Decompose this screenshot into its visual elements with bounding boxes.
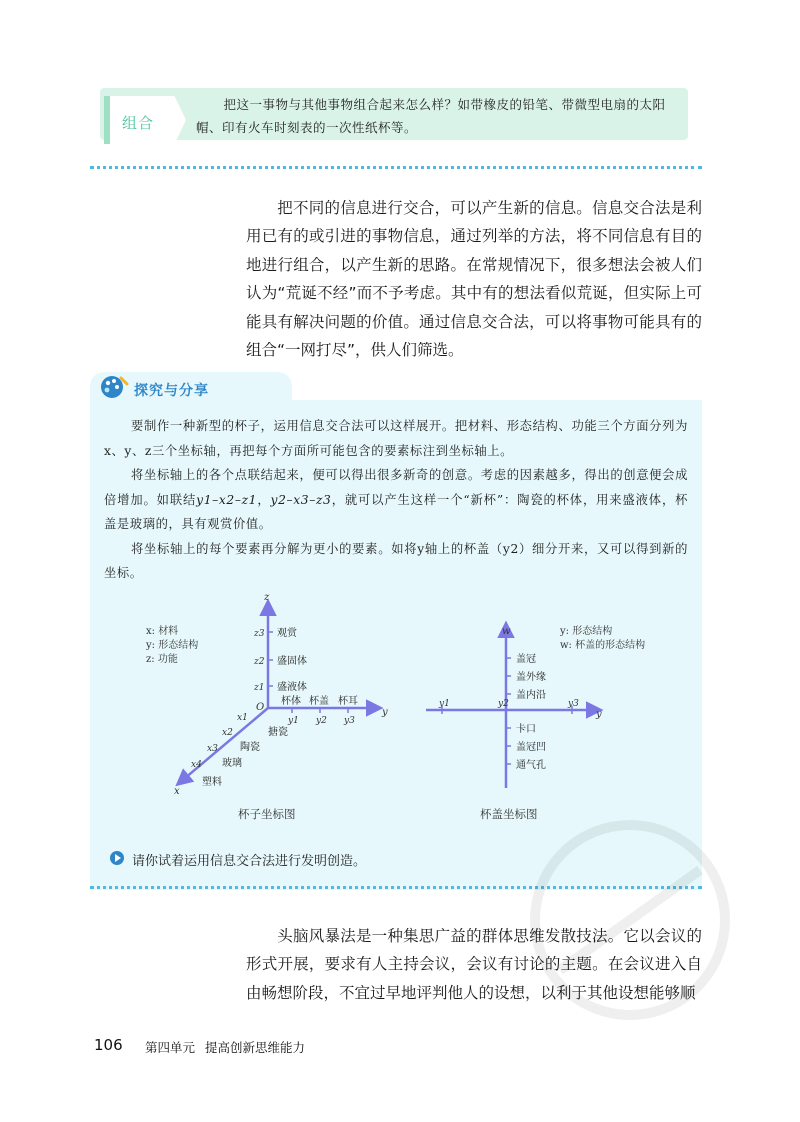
cup-z2-tick: z2: [254, 657, 265, 667]
lid-y1-tick: y1: [439, 699, 450, 709]
cup-y3-label: 杯耳: [338, 696, 358, 707]
lid-legend-y: y: 形态结构: [560, 626, 613, 637]
cup-z2-label: 盛固体: [277, 656, 307, 667]
lid-w-lower-1: 卡口: [516, 724, 536, 735]
tip-text: 把这一事物与其他事物组合起来怎么样？如带橡皮的铅笔、带微型电扇的太阳帽、印有火车时刻表的一次性纸杯等。: [196, 97, 666, 135]
divider-top: [90, 166, 702, 169]
cup-axis-x-label: x: [174, 786, 180, 797]
lid-w-lower-3: 通气孔: [516, 760, 546, 771]
p2-link1: y1–x2–z1: [196, 492, 258, 507]
p2-link2: y2–x3–z3: [270, 492, 332, 507]
cup-x1-label: 搪瓷: [268, 727, 288, 738]
explore-paragraph-3: 将坐标轴上的每个要素再分解为更小的要素。如将y轴上的杯盖（y2）细分开来，又可以得到新的坐标。: [104, 541, 688, 580]
cup-z1-label: 盛液体: [277, 682, 307, 693]
cup-z1-tick: z1: [254, 683, 265, 693]
closing-paragraph-text: 头脑风暴法是一种集思广益的群体思维发散技法。它以会议的形式开展，要求有人主持会议，会议有讨论的主题。在会议进入自由畅想阶段，不宜过早地评判他人的设想，以利于其他设想能够顺: [246, 927, 702, 1002]
lid-y3-tick: y3: [568, 699, 579, 709]
page-number: 106: [94, 1036, 123, 1054]
closing-paragraph: [246, 922, 702, 1007]
diagram-area: [90, 588, 702, 810]
cup-x4-label: 塑料: [202, 777, 222, 788]
cup-legend-z: z: 功能: [146, 654, 178, 665]
tip-label: 组合: [122, 114, 155, 132]
p2-mid: ，: [257, 492, 271, 507]
cup-x2-tick: x2: [222, 728, 233, 738]
lid-w-upper-2: 盖外缘: [516, 672, 546, 683]
lid-axis-w-label: w: [502, 626, 511, 637]
footer-unit: [145, 1038, 305, 1056]
footer-unit-title: 提高创新思维能力: [205, 1040, 306, 1055]
cup-coordinate-diagram: [145, 592, 388, 797]
lid-w-lower-2: 盖冠凹: [516, 742, 546, 753]
p2-after: ，就可以产生这样一个“新杯”：陶瓷的杯体，用来盛液体，杯盖是玻璃的，具有观赏价值。: [104, 492, 689, 531]
cup-x1-tick: x1: [237, 713, 248, 723]
cup-x4-tick: x4: [191, 760, 202, 770]
cup-y-points: [281, 694, 358, 726]
play-arrow-icon: [110, 851, 124, 865]
cup-diagram-caption: 杯子坐标图: [238, 807, 296, 821]
cup-y2-label: 杯盖: [309, 696, 329, 707]
cup-y3-tick: y3: [344, 716, 355, 726]
palette-icon: [97, 374, 129, 400]
cup-origin-label: O: [256, 702, 265, 713]
task-prompt: 请你试着运用信息交合法进行发明创造。: [132, 854, 367, 869]
intro-paragraph-text: 把不同的信息进行交合，可以产生新的信息。信息交合法是利用已有的或引进的事物信息，通过列举的方法，将不同信息有目的地进行组合，以产生新的思路。在常规情况下，很多想法会被人们认为“荒诞不经”而不予考虑。其中有的想法看似荒诞，但实际上可能具有解决问题的价值。通过信息交合法，可以将事物可能具有的组合“一网打尽”，供人们筛选。: [246, 199, 702, 360]
lid-y-ticks: [438, 699, 579, 714]
cup-z-points: [253, 626, 307, 693]
explore-title: 探究与分享: [134, 383, 209, 399]
p2-before: 将坐标轴上的各个点联结起来，便可以得出很多新奇的创意。考虑的因素越多，得出的创意便会成倍增加。如联结: [104, 468, 688, 507]
cup-x3-tick: x3: [207, 744, 218, 754]
cup-x3-label: 玻璃: [222, 758, 242, 769]
cup-y1-tick: y1: [288, 716, 299, 726]
cup-y2-tick: y2: [316, 716, 327, 726]
explore-paragraph-2: [104, 463, 688, 537]
lid-coordinate-diagram: [426, 624, 645, 788]
footer-unit-number: 第四单元: [145, 1040, 196, 1055]
cup-z3-label: 观赏: [277, 628, 297, 639]
cup-y1-label: 杯体: [281, 696, 301, 707]
explore-paragraph-1: 要制作一种新型的杯子，运用信息交合法可以这样展开。把材料、形态结构、功能三个方面分列为x、y、z三个坐标轴，再把每个方面所可能包含的要素标注到坐标轴上。: [104, 419, 688, 458]
cup-legend-x: x: 材料: [146, 626, 179, 637]
intro-paragraph: [246, 194, 702, 364]
lid-w-upper-3: 盖内沿: [516, 690, 546, 701]
lid-w-labels: [506, 652, 546, 771]
cup-legend-y: y: 形态结构: [146, 640, 199, 651]
explore-text: [104, 414, 688, 586]
cup-x-points: [191, 713, 288, 788]
lid-axis-y-label: y: [596, 709, 602, 720]
divider-bottom: [90, 886, 702, 889]
lid-legend-w: w: 杯盖的形态结构: [560, 640, 646, 651]
lid-w-upper-1: 盖冠: [516, 654, 536, 665]
cup-x2-label: 陶瓷: [240, 742, 260, 753]
lid-diagram-caption: 杯盖坐标图: [480, 807, 538, 821]
cup-z3-tick: z3: [254, 629, 265, 639]
cup-axis-y-label: y: [382, 707, 388, 718]
cup-axis-z-label: z: [264, 592, 270, 603]
lid-y2-tick: y2: [498, 699, 509, 709]
